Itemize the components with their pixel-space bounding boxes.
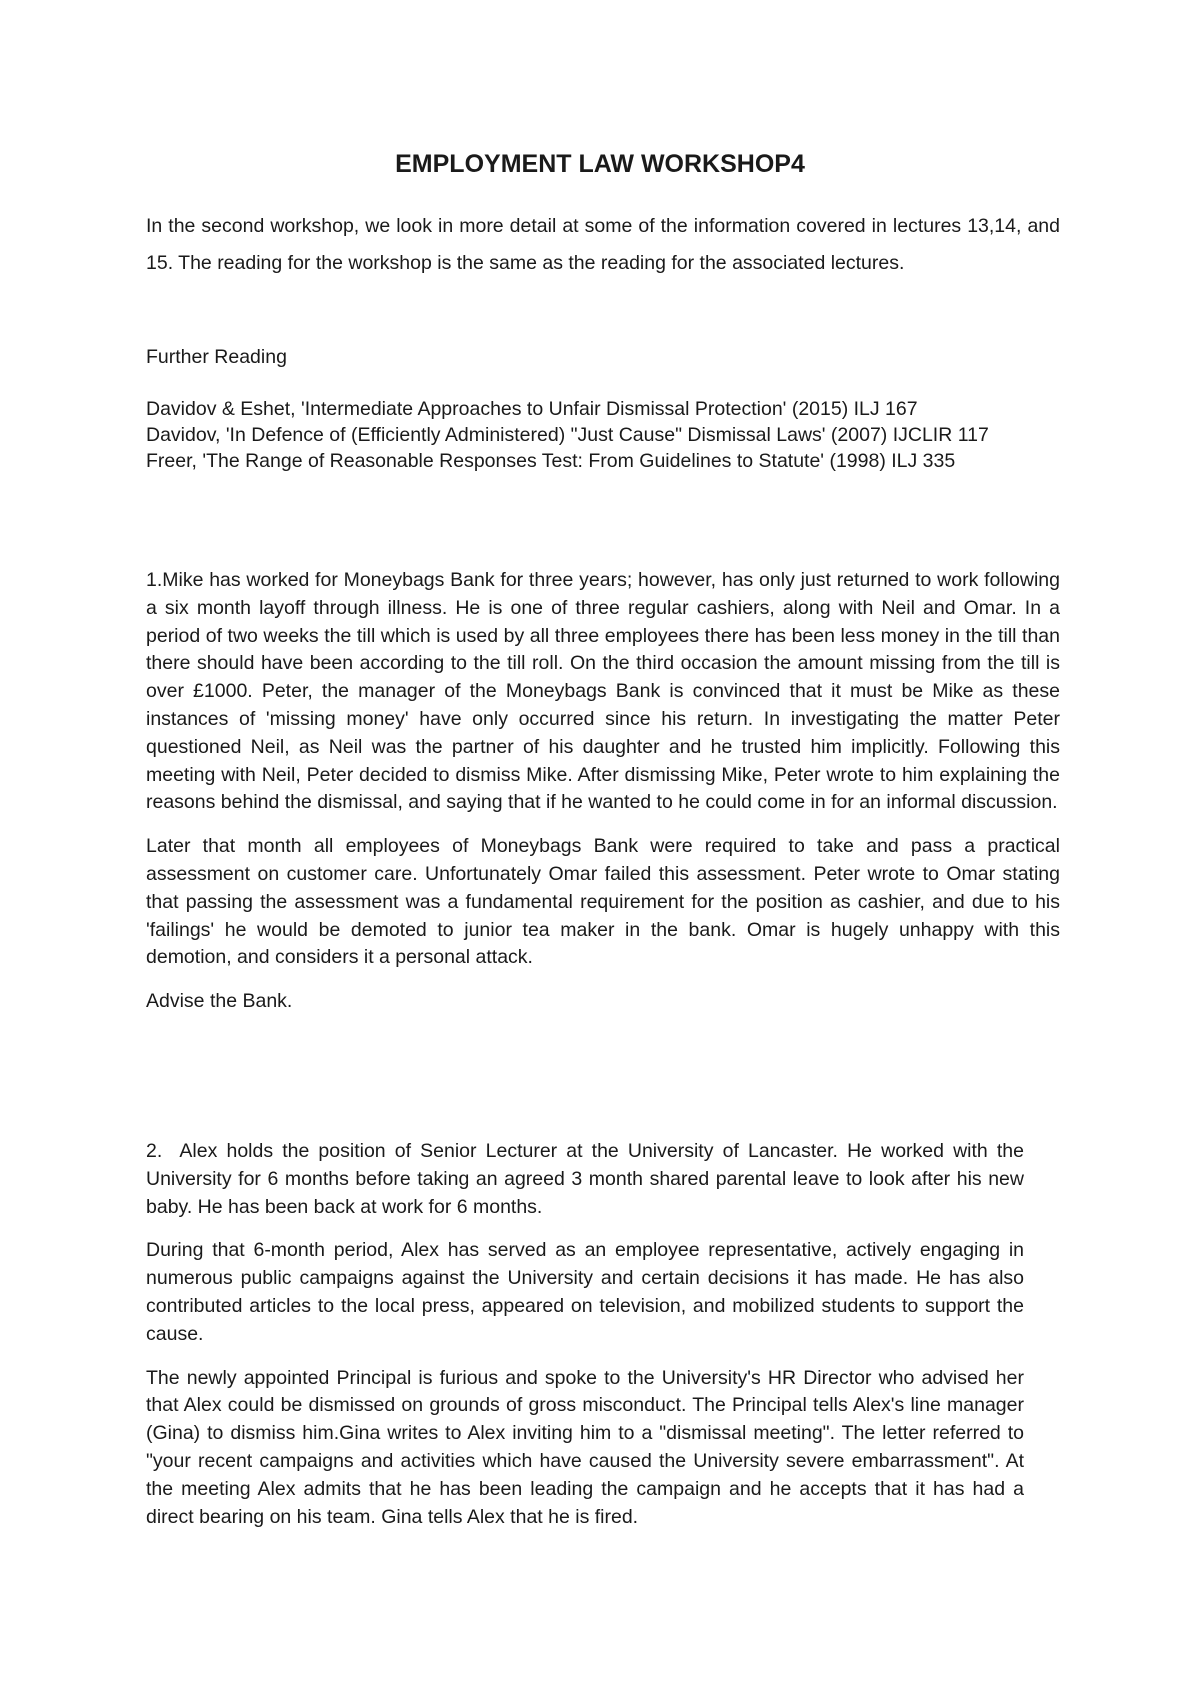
reference-item: Freer, 'The Range of Reasonable Responses Test: From Guidelines to Statute' (1998) ILJ 335 [146, 450, 956, 472]
question-1 [146, 567, 1060, 1032]
reference-item: Davidov & Eshet, 'Intermediate Approaches to Unfair Dismissal Protection' (2015) ILJ 167 [146, 398, 918, 420]
document-title: EMPLOYMENT LAW WORKSHOP4 [395, 150, 805, 178]
intro-paragraph: In the second workshop, we look in more detail at some of the information covered in lectures 13,14, and 15. The reading for the workshop is the same as the reading for the associated lectures. [146, 215, 1060, 274]
question-2 [146, 1138, 1030, 1547]
further-reading-heading: Further Reading [146, 346, 287, 368]
question-1-paragraph: Later that month all employees of Moneybags Bank were required to take and pass a practical assessment on customer care. Unfortunately Omar failed this assessment. Peter wrote to Omar stating that passing the assessment was a fundamental requirement for the position as cashier, and due to his 'failings' he would be demoted to junior tea maker in the bank. Omar is hugely unhappy with this demotion, and considers it a personal attack. [146, 835, 1060, 969]
reference-list [146, 396, 1060, 474]
reference-item: Davidov, 'In Defence of (Efficiently Administered) "Just Cause" Dismissal Laws' (2007) IJCLIR 117 [146, 424, 989, 446]
question-2-paragraph: The newly appointed Principal is furious and spoke to the University's HR Director who advised her that Alex could be dismissed on grounds of gross misconduct. The Principal tells Alex's line manager (Gina) to dismiss him.Gina writes to Alex inviting him to a "dismissal meeting". The letter referred to "your recent campaigns and activities which have caused the University severe embarrassment". At the meeting Alex admits that he has been leading the campaign and he accepts that it has had a direct bearing on his team. Gina tells Alex that he is fired. [146, 1366, 1024, 1528]
question-2-paragraph: 2. Alex holds the position of Senior Lecturer at the University of Lancaster. He worked with the University for 6 months before taking an agreed 3 month shared parental leave to look after his new baby. He has been back at work for 6 months. [146, 1140, 1030, 1218]
question-2-paragraph: During that 6-month period, Alex has served as an employee representative, actively engaging in numerous public campaigns against the University and certain decisions it has made. He has also contributed articles to the local press, appeared on television, and mobilized students to support the cause. [146, 1239, 1024, 1345]
question-1-paragraph: 1.Mike has worked for Moneybags Bank for three years; however, has only just returned to work following a six month layoff through illness. He is one of three regular cashiers, along with Neil and Omar. In a period of two weeks the till which is used by all three employees there has been less money in the till than there should have been according to the till roll. On the third occasion the amount missing from the till is over £1000. Peter, the manager of the Moneybags Bank is convinced that it must be Mike as these instances of 'missing money' have only occurred since his return. In investigating the matter Peter questioned Neil, as Neil was the partner of his daughter and he trusted him implicitly. Following this meeting with Neil, Peter decided to dismiss Mike. After dismissing Mike, Peter wrote to him explaining the reasons behind the dismissal, and saying that if he wanted to he could come in for an informal discussion. [146, 569, 1060, 814]
question-1-instruction: Advise the Bank. [146, 990, 293, 1013]
